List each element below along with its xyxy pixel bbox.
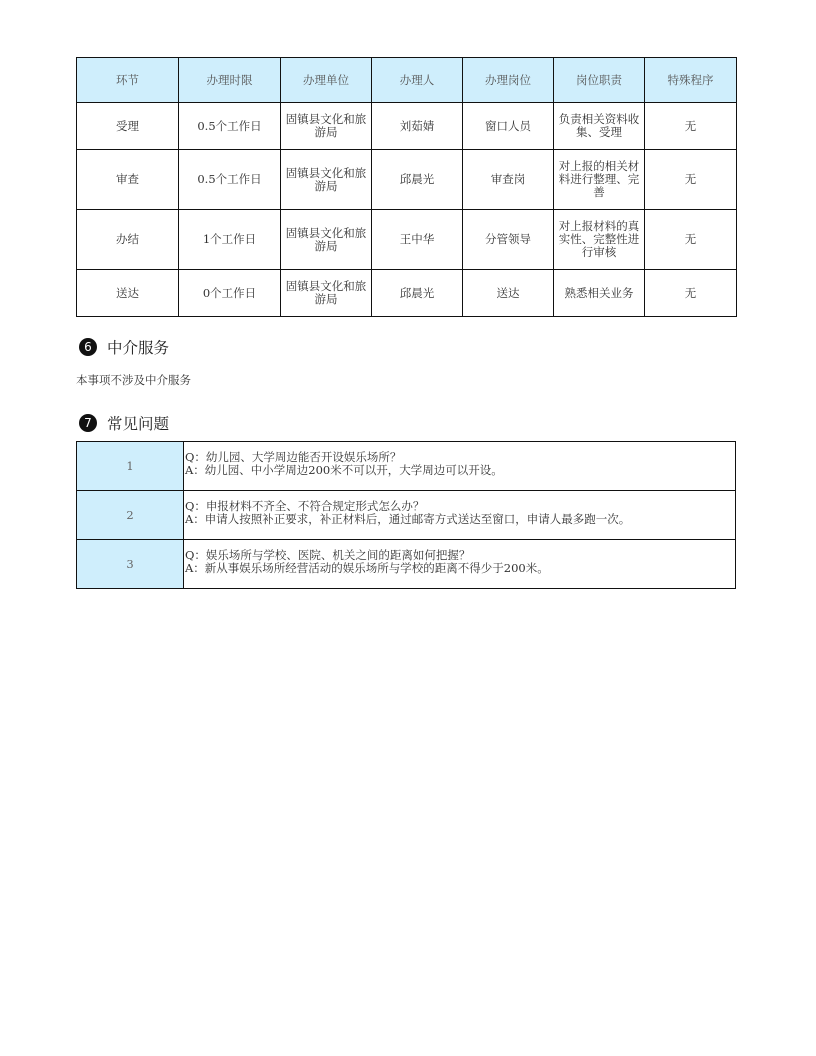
table-cell: 固镇县文化和旅游局 (281, 270, 372, 317)
table-row (77, 210, 737, 270)
table-cell: 受理 (77, 103, 179, 150)
faq-row (77, 491, 736, 540)
faq-content (184, 442, 736, 491)
faq-number: 1 (77, 442, 184, 491)
faq-content (184, 491, 736, 540)
header-unit: 办理单位 (281, 58, 372, 103)
table-cell: 熟悉相关业务 (554, 270, 645, 317)
table-cell: 对上报的相关材料进行整理、完善 (554, 150, 645, 210)
table-cell: 邱晨光 (372, 150, 463, 210)
faq-number: 2 (77, 491, 184, 540)
table-row (77, 270, 737, 317)
table-cell: 对上报材料的真实性、完整性进行审核 (554, 210, 645, 270)
table-cell: 王中华 (372, 210, 463, 270)
faq-table (76, 441, 736, 589)
table-cell: 审查岗 (463, 150, 554, 210)
faq-content (184, 540, 736, 589)
header-special: 特殊程序 (645, 58, 737, 103)
header-duties: 岗位职责 (554, 58, 645, 103)
table-header-row (77, 58, 737, 103)
table-cell: 固镇县文化和旅游局 (281, 103, 372, 150)
table-cell: 无 (645, 103, 737, 150)
table-cell: 无 (645, 210, 737, 270)
page-content (76, 57, 736, 589)
table-cell: 无 (645, 270, 737, 317)
header-position: 办理岗位 (463, 58, 554, 103)
section-faq-heading (76, 412, 736, 434)
header-handler: 办理人 (372, 58, 463, 103)
table-cell: 无 (645, 150, 737, 210)
table-cell: 固镇县文化和旅游局 (281, 150, 372, 210)
table-cell: 窗口人员 (463, 103, 554, 150)
table-cell: 分管领导 (463, 210, 554, 270)
faq-number: 3 (77, 540, 184, 589)
faq-row (77, 540, 736, 589)
section-intermediary-heading (76, 336, 736, 358)
table-cell: 审查 (77, 150, 179, 210)
table-row (77, 103, 737, 150)
table-cell: 送达 (77, 270, 179, 317)
table-cell: 0个工作日 (179, 270, 281, 317)
table-cell: 送达 (463, 270, 554, 317)
faq-answer: A：幼儿园、中小学周边200米不可以开，大学周边可以开设。 (185, 463, 503, 477)
section-number-badge: 6 (79, 338, 97, 356)
faq-question: Q：申报材料不齐全、不符合规定形式怎么办？ (185, 499, 425, 513)
intermediary-note: 本事项不涉及中介服务 (76, 373, 191, 387)
table-cell: 负责相关资料收集、受理 (554, 103, 645, 150)
section-title: 常见问题 (107, 415, 170, 433)
table-row (77, 150, 737, 210)
header-stage: 环节 (77, 58, 179, 103)
faq-answer: A：申请人按照补正要求，补正材料后，通过邮寄方式送达至窗口，申请人最多跑一次。 (185, 512, 631, 526)
faq-question: Q：娱乐场所与学校、医院、机关之间的距离如何把握？ (185, 548, 471, 562)
faq-question: Q：幼儿园、大学周边能否开设娱乐场所？ (185, 450, 402, 464)
section-number-badge: 7 (79, 414, 97, 432)
table-cell: 办结 (77, 210, 179, 270)
section-title: 中介服务 (107, 339, 170, 357)
table-cell: 刘茹婧 (372, 103, 463, 150)
table-cell: 邱晨光 (372, 270, 463, 317)
table-cell: 0.5个工作日 (179, 150, 281, 210)
process-table (76, 57, 737, 317)
header-time-limit: 办理时限 (179, 58, 281, 103)
table-cell: 固镇县文化和旅游局 (281, 210, 372, 270)
faq-answer: A：新从事娱乐场所经营活动的娱乐场所与学校的距离不得少于200米。 (185, 561, 549, 575)
table-cell: 1个工作日 (179, 210, 281, 270)
faq-row (77, 442, 736, 491)
table-cell: 0.5个工作日 (179, 103, 281, 150)
